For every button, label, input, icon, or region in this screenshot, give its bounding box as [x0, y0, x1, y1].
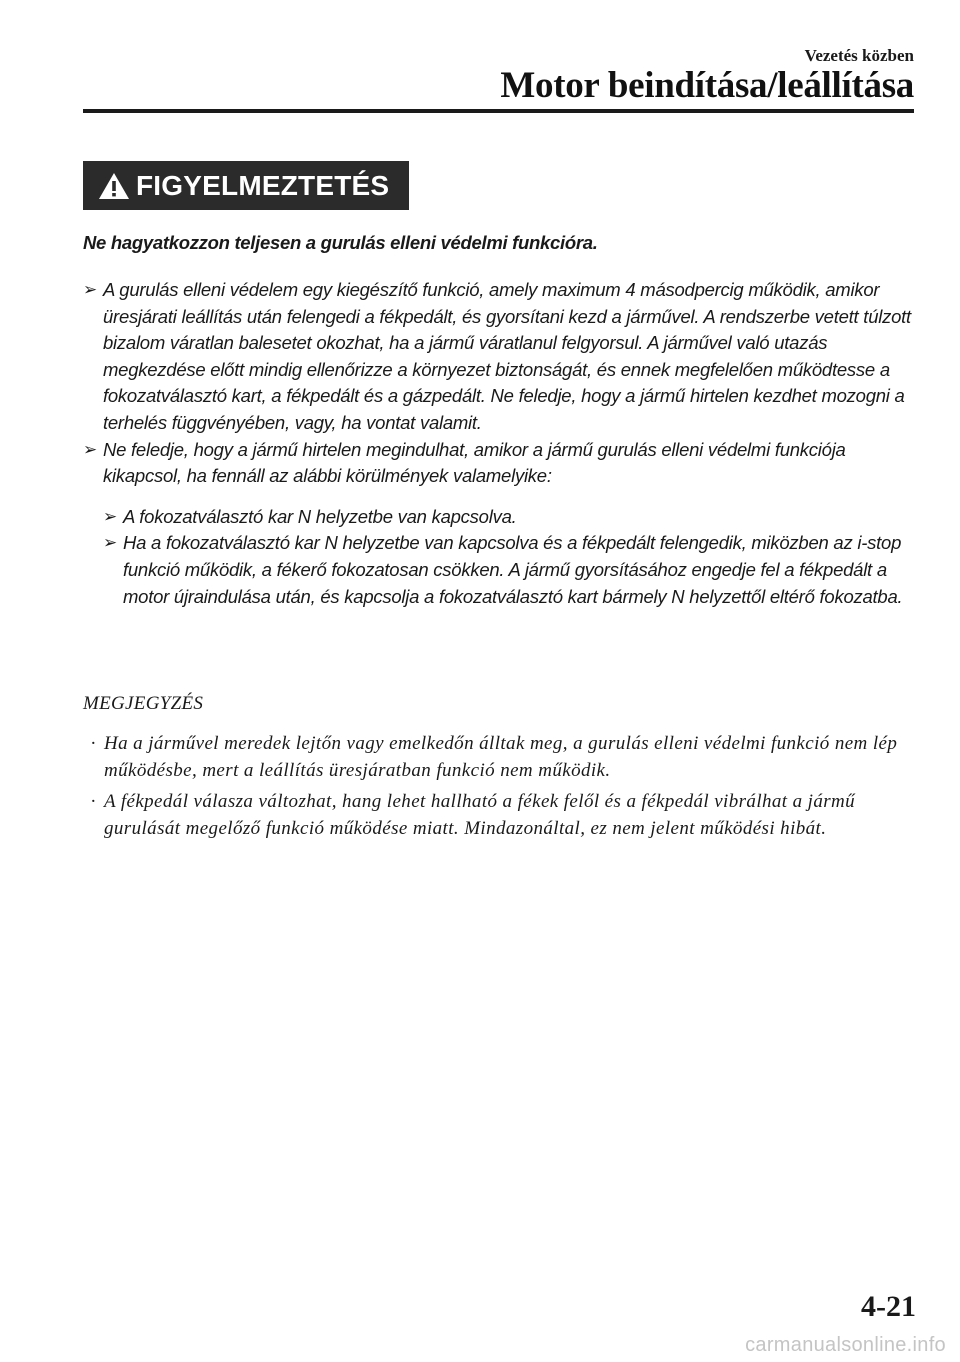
- note-text: Ha a járművel meredek lejtőn vagy emelkedőn álltak meg, a gurulás elleni védelmi funkció nem lép működésbe, mert a leállítás üresjáratban funkció nem működik.: [104, 733, 898, 781]
- list-item: [83, 437, 923, 490]
- header-divider: [83, 109, 914, 113]
- note-title: MEGJEGYZÉS: [83, 693, 204, 714]
- arrow-bullet-icon: ➢: [83, 439, 97, 459]
- sub-bullet-text: Ha a fokozatválasztó kar N helyzetbe van kapcsolva és a fékpedált felengedik, miközben az i-stop funkció működik, a fékerő fokozatosan csökken. A jármű gyorsításához engedje fel a fékpedált a motor újraindulása után, és kapcsolja a fokozatválasztó kart bármely N helyzettől eltérő fokozatba.: [123, 532, 903, 607]
- sub-bullet-text: A fokozatválasztó kar N helyzetbe van kapcsolva.: [123, 505, 517, 527]
- note-text: A fékpedál válasza változhat, hang lehet hallható a fékek felől és a fékpedál vibrálhat a jármű gurulását megelőző funkció működése miatt. Mindazonáltal, ez nem jelent működési hibát.: [104, 791, 856, 839]
- list-item: [83, 277, 923, 437]
- note-list: [83, 730, 913, 846]
- list-item: [103, 504, 923, 531]
- watermark: carmanualsonline.info: [745, 1334, 946, 1356]
- dot-bullet-icon: ·: [90, 733, 97, 754]
- warning-banner: [83, 161, 409, 210]
- arrow-bullet-icon: ➢: [103, 533, 117, 553]
- arrow-bullet-icon: ➢: [83, 280, 97, 299]
- list-item: [83, 730, 913, 784]
- bullet-text: A gurulás elleni védelem egy kiegészítő funkció, amely maximum 4 másodpercig működik, amikor üresjárati leállítás után felengedi a fékpedált, és gyorsítani kezd a járművel. A rendszerbe vetett túlzott bizalom váratlan balesetet okozhat, ha a jármű váratlanul felgyorsul. A járművel való utazás megkezdése előtt mindig ellenőrizze a környezet biztonságát, és ennek megfelelően működtesse a fokozatválasztó kart, a fékpedált és a gázpedált. Ne feledje, hogy a jármű hirtelen kezdhet mozogni a terhelés függvényében, vagy, ha vontat valamit.: [103, 279, 911, 433]
- warning-triangle-icon: [97, 171, 131, 201]
- section-label: Vezetés közben: [804, 46, 914, 65]
- page-title: Motor beindítása/leállítása: [500, 65, 914, 106]
- warning-bullets: [83, 277, 923, 610]
- warning-lead: Ne hagyatkozzon teljesen a gurulás elleni védelmi funkcióra.: [83, 232, 598, 253]
- arrow-bullet-icon: ➢: [103, 506, 117, 526]
- sub-bullet-list: [103, 504, 923, 610]
- warning-label: FIGYELMEZTETÉS: [136, 169, 390, 201]
- list-item: [103, 530, 923, 610]
- bullet-text: Ne feledje, hogy a jármű hirtelen megindulhat, amikor a jármű gurulás elleni védelmi funkciója kikapcsol, ha fennáll az alábbi körülmények valamelyike:: [103, 438, 846, 487]
- dot-bullet-icon: ·: [90, 791, 97, 812]
- page-number: 4-21: [861, 1290, 916, 1323]
- list-item: [83, 788, 913, 842]
